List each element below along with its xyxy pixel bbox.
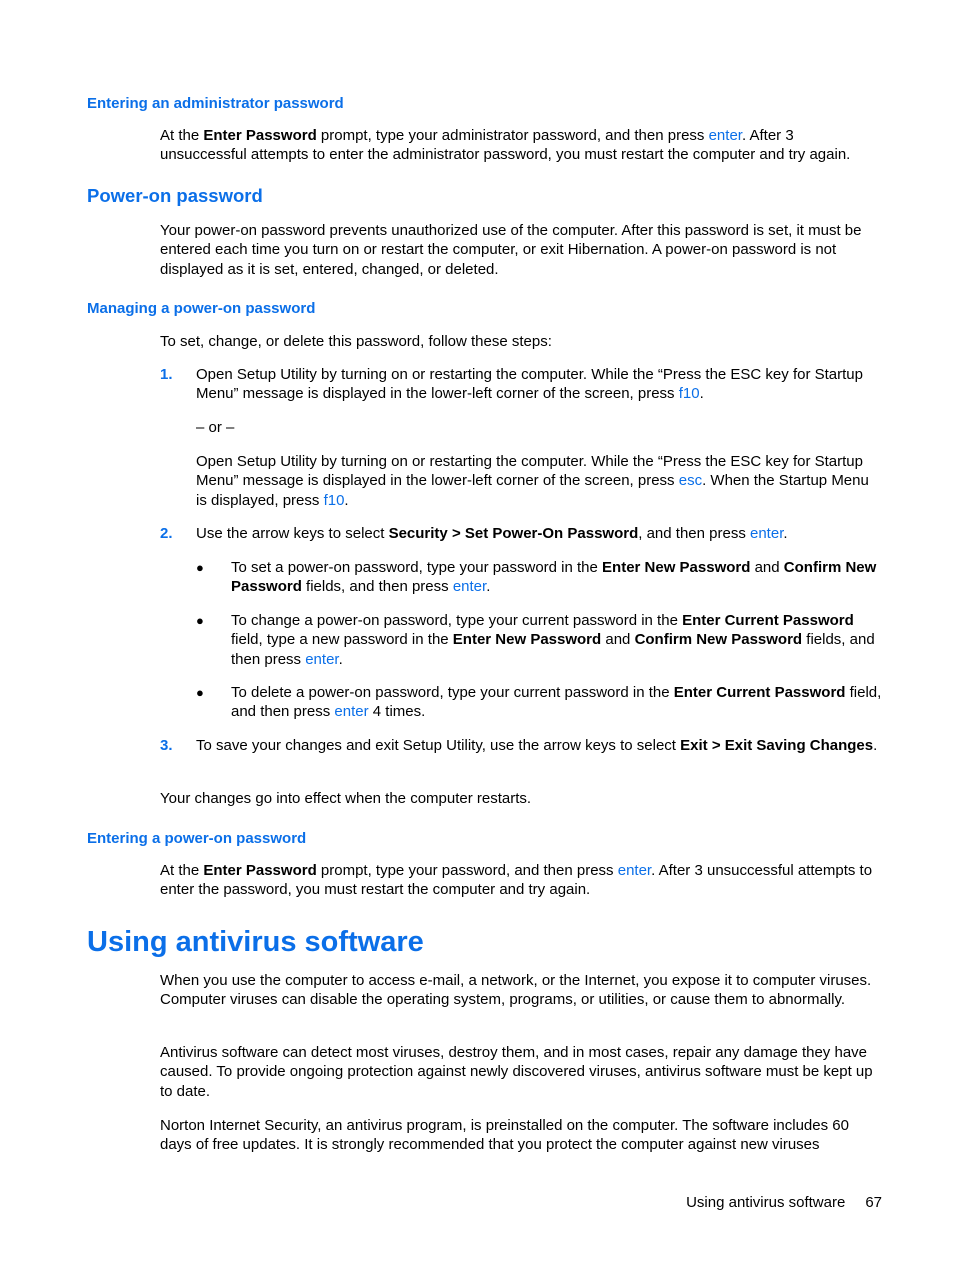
bullet-set-password: To set a power-on password, type your password in the Enter New Password and Confirm New Password fields, and then press enter. [231,559,877,596]
paragraph-managing-intro: To set, change, or delete this password, follow these steps: [160,333,552,350]
key-enter: enter [452,578,487,596]
paragraph-power-on-intro: Your power-on password prevents unauthorized use of the computer. After this password is set, it must be entered each time you turn on or restart the computer, or exit Hibernation. A power-on password is not displayed as it is set, entered, changed, or deleted. [160,222,862,278]
bullet-icon: ● [196,560,204,575]
paragraph-managing-outro: Your changes go into effect when the computer restarts. [160,790,532,807]
bullet-delete-password: To delete a power-on password, type your current password in the Enter Current Password field, and then press enter 4 times. [231,684,882,721]
heading-managing-power-on-password: Managing a power-on password [87,300,316,317]
step-number-2: 2. [160,525,173,542]
heading-entering-admin-password: Entering an administrator password [87,95,344,112]
paragraph-antivirus-2: Antivirus software can detect most viruses, destroy them, and in most cases, repair any damage they have caused. To provide ongoing protection against newly discovered viruses, antivirus software must be kept up to date. [160,1044,873,1100]
paragraph-admin-password: At the Enter Password prompt, type your administrator password, and then press enter. After 3 unsuccessful attempts to enter the administrator password, you must restart the computer and try again. [160,127,851,164]
paragraph-antivirus-1: When you use the computer to access e-mail, a network, or the Internet, you expose it to computer viruses. Computer viruses can disable the operating system, programs, or utilities, or cause them to abnormally. [160,972,872,1009]
key-enter: enter [708,127,742,144]
step-number-3: 3. [160,737,173,754]
heading-power-on-password: Power-on password [87,185,263,206]
key-esc: esc [678,472,703,490]
paragraph-antivirus-3: Norton Internet Security, an antivirus program, is preinstalled on the computer. The software includes 60 days of free updates. It is strongly recommended that you protect the computer against new viruses [160,1117,849,1154]
heading-using-antivirus-software: Using antivirus software [87,926,424,958]
footer-title: Using antivirus software [686,1194,846,1211]
paragraph-entering-power-on: At the Enter Password prompt, type your password, and then press enter. After 3 unsuccessful attempts to enter the password, you must restart the computer and try again. [160,862,873,899]
heading-entering-power-on-password: Entering a power-on password [87,830,307,847]
key-f10: f10 [678,385,700,403]
key-enter: enter [750,525,784,542]
step-2-text: Use the arrow keys to select Security > Set Power-On Password, and then press enter. [196,525,788,542]
bullet-icon: ● [196,613,204,628]
step-number-1: 1. [160,366,173,383]
step-1-alt-text: Open Setup Utility by turning on or restarting the computer. While the “Press the ESC key for Startup Menu” message is displayed in the lower-left corner of the screen, press esc. When the Startup Menu is displayed, press f10. [196,453,869,509]
page-number: 67 [865,1194,882,1211]
page-footer [686,1193,882,1212]
key-enter: enter [334,703,369,721]
key-enter: enter [617,862,652,879]
key-enter: enter [305,650,339,668]
bullet-change-password: To change a power-on password, type your current password in the Enter Current Password field, type a new password in the Enter New Password and Confirm New Password fields, and then press enter. [231,612,875,668]
step-3-text: To save your changes and exit Setup Utility, use the arrow keys to select Exit > Exit Saving Changes. [196,737,878,754]
bullet-icon: ● [196,685,204,700]
step-1-text: Open Setup Utility by turning on or restarting the computer. While the “Press the ESC key for Startup Menu” message is displayed in the lower-left corner of the screen, press f10. [196,366,863,403]
key-f10: f10 [323,491,345,509]
step-1-or: – or – [196,419,235,436]
